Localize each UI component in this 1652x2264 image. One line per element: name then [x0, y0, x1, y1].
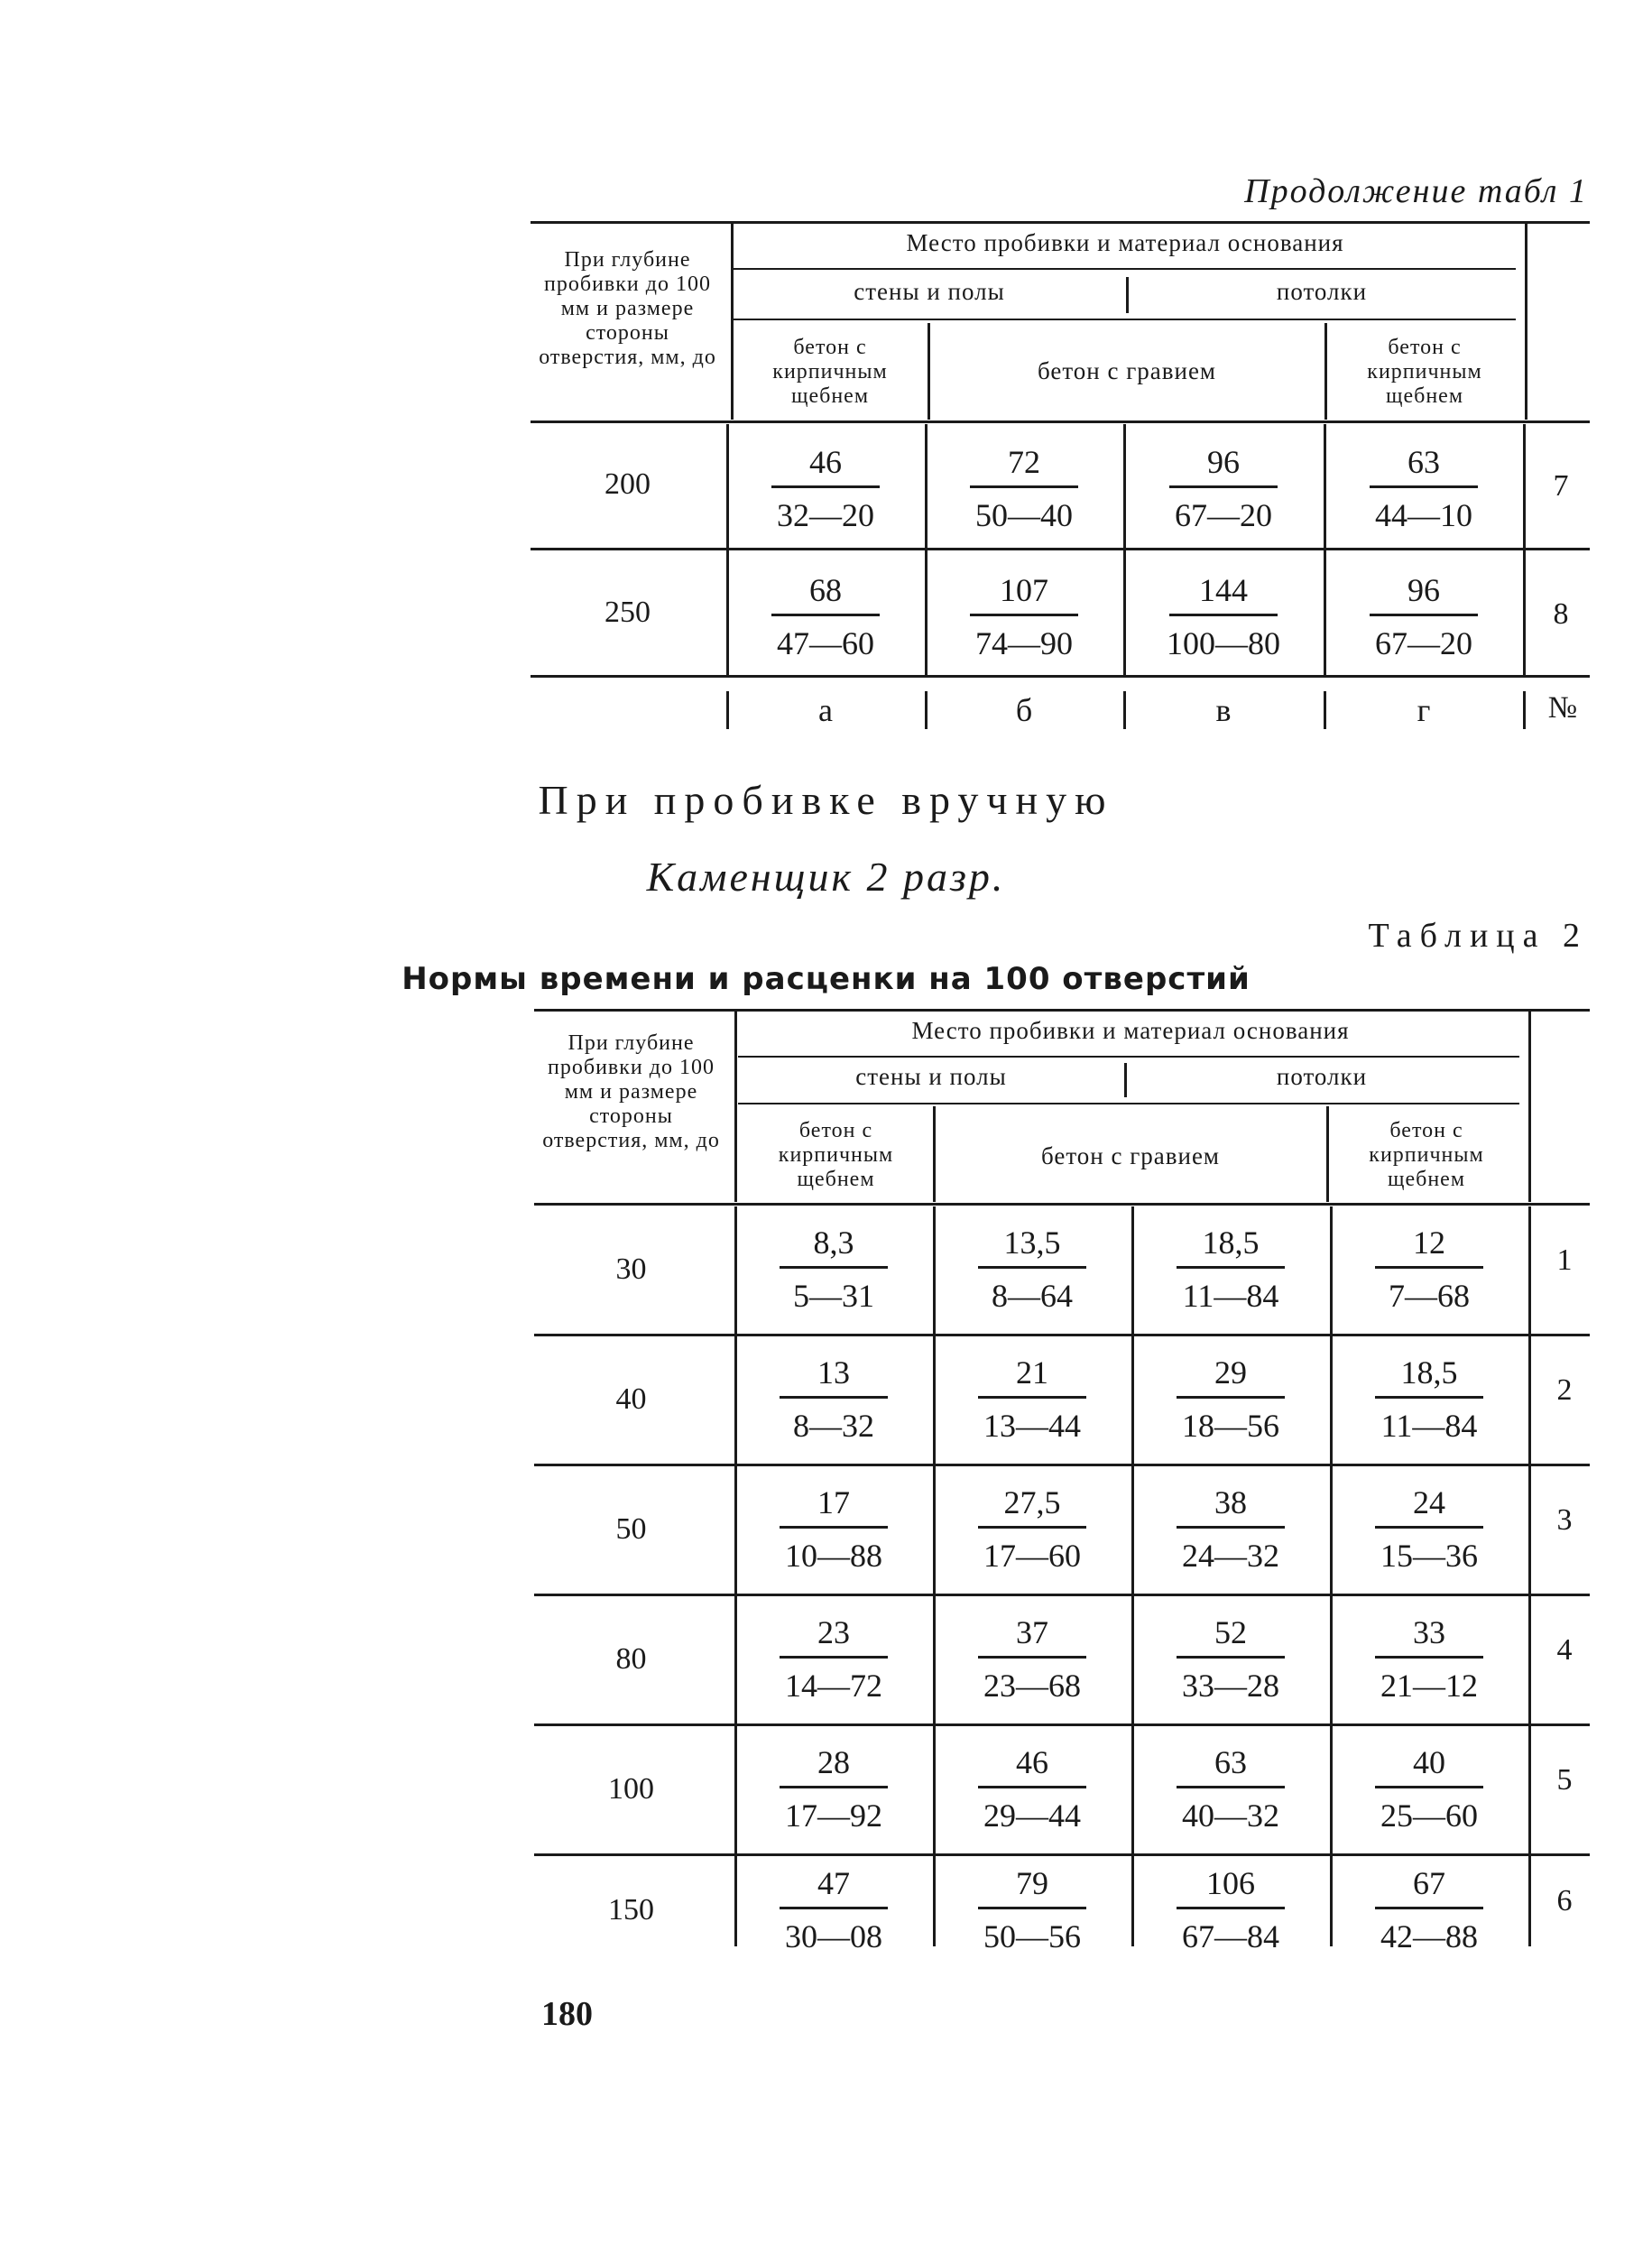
row-size: 30	[615, 1252, 647, 1286]
time-norm: 40	[1413, 1744, 1445, 1780]
table-2-row-rule	[534, 1594, 1590, 1596]
table-1-vrule	[1525, 223, 1527, 420]
norm-cell	[743, 1223, 924, 1316]
table-1-top-rule	[531, 221, 1590, 224]
time-norm: 46	[1016, 1744, 1048, 1780]
table-1-vrule	[928, 323, 930, 420]
norm-cell	[1339, 1613, 1519, 1705]
row-number: 6	[1556, 1884, 1573, 1917]
time-norm: 13,5	[1003, 1224, 1061, 1261]
norm-cell	[743, 1613, 924, 1705]
norm-cell	[1133, 442, 1314, 535]
time-norm: 37	[1016, 1614, 1048, 1650]
concrete-brick-header: бетон с кирпичным щебнем	[772, 336, 888, 408]
time-norm: 63	[1407, 444, 1440, 480]
norm-cell	[1334, 442, 1514, 535]
rate: 7—68	[1389, 1278, 1470, 1314]
table-2-number: Таблица 2	[1368, 917, 1588, 955]
rate: 67—20	[1175, 497, 1272, 533]
column-letter: в	[1215, 692, 1232, 728]
place-material-header: Место пробивки и материал основания	[911, 1017, 1350, 1044]
rate: 67—20	[1375, 625, 1472, 661]
norm-cell	[942, 1483, 1122, 1576]
time-norm: 68	[809, 572, 842, 608]
time-norm: 18,5	[1400, 1354, 1458, 1391]
rate: 11—84	[1380, 1408, 1478, 1444]
norm-cell	[942, 1223, 1122, 1316]
table-2-vrule	[933, 1106, 936, 1202]
row-size: 150	[608, 1893, 654, 1927]
table-2-vrule	[1528, 1206, 1531, 1946]
time-norm: 27,5	[1003, 1484, 1061, 1520]
table-1-row-rule-2	[531, 675, 1590, 678]
table-2-vrule	[933, 1206, 936, 1946]
time-norm: 79	[1016, 1865, 1048, 1901]
rate: 50—40	[975, 497, 1073, 533]
rate: 74—90	[975, 625, 1073, 661]
table-2-vrule	[1528, 1011, 1531, 1202]
table-1-vrule	[726, 424, 729, 677]
table-2-header-rule-2	[738, 1103, 1519, 1104]
rate: 67—84	[1182, 1918, 1279, 1954]
norm-cell	[1140, 1353, 1321, 1446]
table-2-top-rule	[534, 1009, 1590, 1012]
row-number: 4	[1556, 1633, 1573, 1667]
page-number: 180	[541, 1995, 593, 2033]
table-1-vrule	[1324, 424, 1326, 677]
section-title: При пробивке вручную	[538, 777, 1114, 823]
row-number: 5	[1556, 1763, 1573, 1797]
rate: 30—08	[785, 1918, 882, 1954]
time-norm: 144	[1199, 572, 1248, 608]
norm-cell	[942, 1613, 1122, 1705]
rate: 50—56	[983, 1918, 1081, 1954]
concrete-gravel-header: бетон с гравием	[1040, 1142, 1221, 1169]
row-number: 3	[1556, 1503, 1573, 1537]
time-norm: 72	[1008, 444, 1040, 480]
rate: 15—36	[1380, 1538, 1478, 1574]
rate: 29—44	[983, 1797, 1081, 1834]
table-1-row-rule-1	[531, 548, 1590, 550]
number-column-label: №	[1547, 691, 1578, 725]
walls-floors-header: стены и полы	[855, 1063, 1007, 1090]
table-2-row-rule	[534, 1464, 1590, 1466]
time-norm: 8,3	[813, 1224, 854, 1261]
time-norm: 63	[1214, 1744, 1247, 1780]
rate: 33—28	[1182, 1668, 1279, 1704]
table-2-row-rule	[534, 1723, 1590, 1726]
table-1-vrule	[726, 691, 729, 729]
row-label-header: При глубине пробивки до 100 мм и размере стороны отверстия, мм, до	[542, 1031, 720, 1152]
rate: 11—84	[1182, 1278, 1279, 1314]
row-size: 50	[615, 1512, 647, 1546]
row-number: 2	[1556, 1373, 1573, 1407]
table-2-header-bottom-rule	[534, 1203, 1590, 1206]
table-1-vrule	[1123, 691, 1126, 729]
table-1-vrule	[1523, 691, 1526, 729]
norm-cell	[735, 442, 916, 535]
time-norm: 52	[1214, 1614, 1247, 1650]
continuation-label: Продолжение табл 1	[1244, 172, 1588, 210]
concrete-brick-header: бетон с кирпичным щебнем	[1369, 1119, 1484, 1191]
norm-cell	[735, 570, 916, 663]
time-norm: 23	[817, 1614, 850, 1650]
time-norm: 24	[1413, 1484, 1445, 1520]
row-size: 40	[615, 1382, 647, 1416]
norm-cell	[743, 1483, 924, 1576]
table-2-vrule	[1131, 1206, 1134, 1946]
table-1-header-rule-2	[733, 319, 1516, 320]
rate: 17—92	[785, 1797, 882, 1834]
norm-cell	[942, 1742, 1122, 1835]
table-1-header-rule-1	[733, 268, 1516, 270]
norm-cell	[1339, 1223, 1519, 1316]
rate: 24—32	[1182, 1538, 1279, 1574]
row-label-header: При глубине пробивки до 100 мм и размере стороны отверстия, мм, до	[539, 248, 716, 369]
rate: 21—12	[1380, 1668, 1478, 1704]
time-norm: 13	[817, 1354, 850, 1391]
row-size: 200	[605, 467, 651, 501]
norm-cell	[934, 570, 1114, 663]
time-norm: 28	[817, 1744, 850, 1780]
table-2-header-rule-1	[738, 1056, 1519, 1058]
row-number: 1	[1556, 1243, 1573, 1277]
norm-cell	[1339, 1353, 1519, 1446]
norm-cell	[1140, 1742, 1321, 1835]
norm-cell	[1339, 1483, 1519, 1576]
time-norm: 96	[1207, 444, 1240, 480]
norm-cell	[1133, 570, 1314, 663]
table-2-vrule	[1330, 1206, 1333, 1946]
time-norm: 17	[817, 1484, 850, 1520]
row-number: 8	[1553, 597, 1569, 631]
ceilings-header: потолки	[1276, 1063, 1368, 1090]
table-2-vrule	[734, 1011, 737, 1202]
table-1-header-bottom-rule	[531, 420, 1590, 423]
concrete-brick-header: бетон с кирпичным щебнем	[1367, 336, 1482, 408]
row-number: 7	[1553, 469, 1569, 503]
norm-cell	[743, 1863, 924, 1956]
rate: 42—88	[1380, 1918, 1478, 1954]
rate: 10—88	[785, 1538, 882, 1574]
table-1-vrule	[1123, 424, 1126, 677]
ceilings-header: потолки	[1276, 278, 1368, 305]
concrete-brick-header: бетон с кирпичным щебнем	[778, 1119, 894, 1191]
norm-cell	[942, 1863, 1122, 1956]
norm-cell	[1140, 1863, 1321, 1956]
time-norm: 33	[1413, 1614, 1445, 1650]
row-size: 80	[615, 1642, 647, 1676]
table-2-vrule	[1124, 1063, 1127, 1097]
norm-cell	[942, 1353, 1122, 1446]
norm-cell	[1339, 1863, 1519, 1956]
rate: 25—60	[1380, 1797, 1478, 1834]
rate: 18—56	[1182, 1408, 1279, 1444]
rate: 8—64	[992, 1278, 1073, 1314]
time-norm: 106	[1206, 1865, 1255, 1901]
table-2-row-rule	[534, 1853, 1590, 1856]
concrete-gravel-header: бетон с гравием	[1037, 357, 1217, 384]
worker-grade: Каменщик 2 разр.	[646, 854, 1006, 900]
norm-cell	[1339, 1742, 1519, 1835]
rate: 100—80	[1167, 625, 1280, 661]
rate: 8—32	[793, 1408, 874, 1444]
time-norm: 47	[817, 1865, 850, 1901]
rate: 14—72	[785, 1668, 882, 1704]
table-2-vrule	[734, 1206, 737, 1946]
table-1-vrule	[925, 424, 928, 677]
column-letter: г	[1417, 692, 1431, 728]
rate: 17—60	[983, 1538, 1081, 1574]
rate: 5—31	[793, 1278, 874, 1314]
place-material-header: Место пробивки и материал основания	[906, 229, 1344, 256]
rate: 44—10	[1375, 497, 1472, 533]
time-norm: 96	[1407, 572, 1440, 608]
time-norm: 46	[809, 444, 842, 480]
row-size: 100	[608, 1772, 654, 1806]
norm-cell	[934, 442, 1114, 535]
norm-cell	[1140, 1613, 1321, 1705]
table-2-vrule	[1326, 1106, 1329, 1202]
norm-cell	[1334, 570, 1514, 663]
norm-cell	[1140, 1223, 1321, 1316]
norm-cell	[743, 1353, 924, 1446]
table-2-caption: Нормы времени и расценки на 100 отверстий	[401, 961, 1251, 997]
time-norm: 107	[1000, 572, 1048, 608]
table-2-row-rule	[534, 1334, 1590, 1336]
table-1-vrule	[925, 691, 928, 729]
time-norm: 21	[1016, 1354, 1048, 1391]
time-norm: 12	[1413, 1224, 1445, 1261]
norm-cell	[743, 1742, 924, 1835]
rate: 13—44	[983, 1408, 1081, 1444]
rate: 32—20	[777, 497, 874, 533]
column-letter: б	[1015, 692, 1033, 728]
time-norm: 29	[1214, 1354, 1247, 1391]
rate: 40—32	[1182, 1797, 1279, 1834]
rate: 47—60	[777, 625, 874, 661]
rate: 23—68	[983, 1668, 1081, 1704]
column-letter: а	[818, 692, 833, 728]
time-norm: 18,5	[1202, 1224, 1260, 1261]
walls-floors-header: стены и полы	[854, 278, 1005, 305]
row-size: 250	[605, 596, 651, 629]
time-norm: 67	[1413, 1865, 1445, 1901]
table-1-vrule	[1324, 323, 1327, 420]
table-1-vrule	[1324, 691, 1326, 729]
table-1-vrule	[1523, 424, 1526, 677]
time-norm: 38	[1214, 1484, 1247, 1520]
norm-cell	[1140, 1483, 1321, 1576]
